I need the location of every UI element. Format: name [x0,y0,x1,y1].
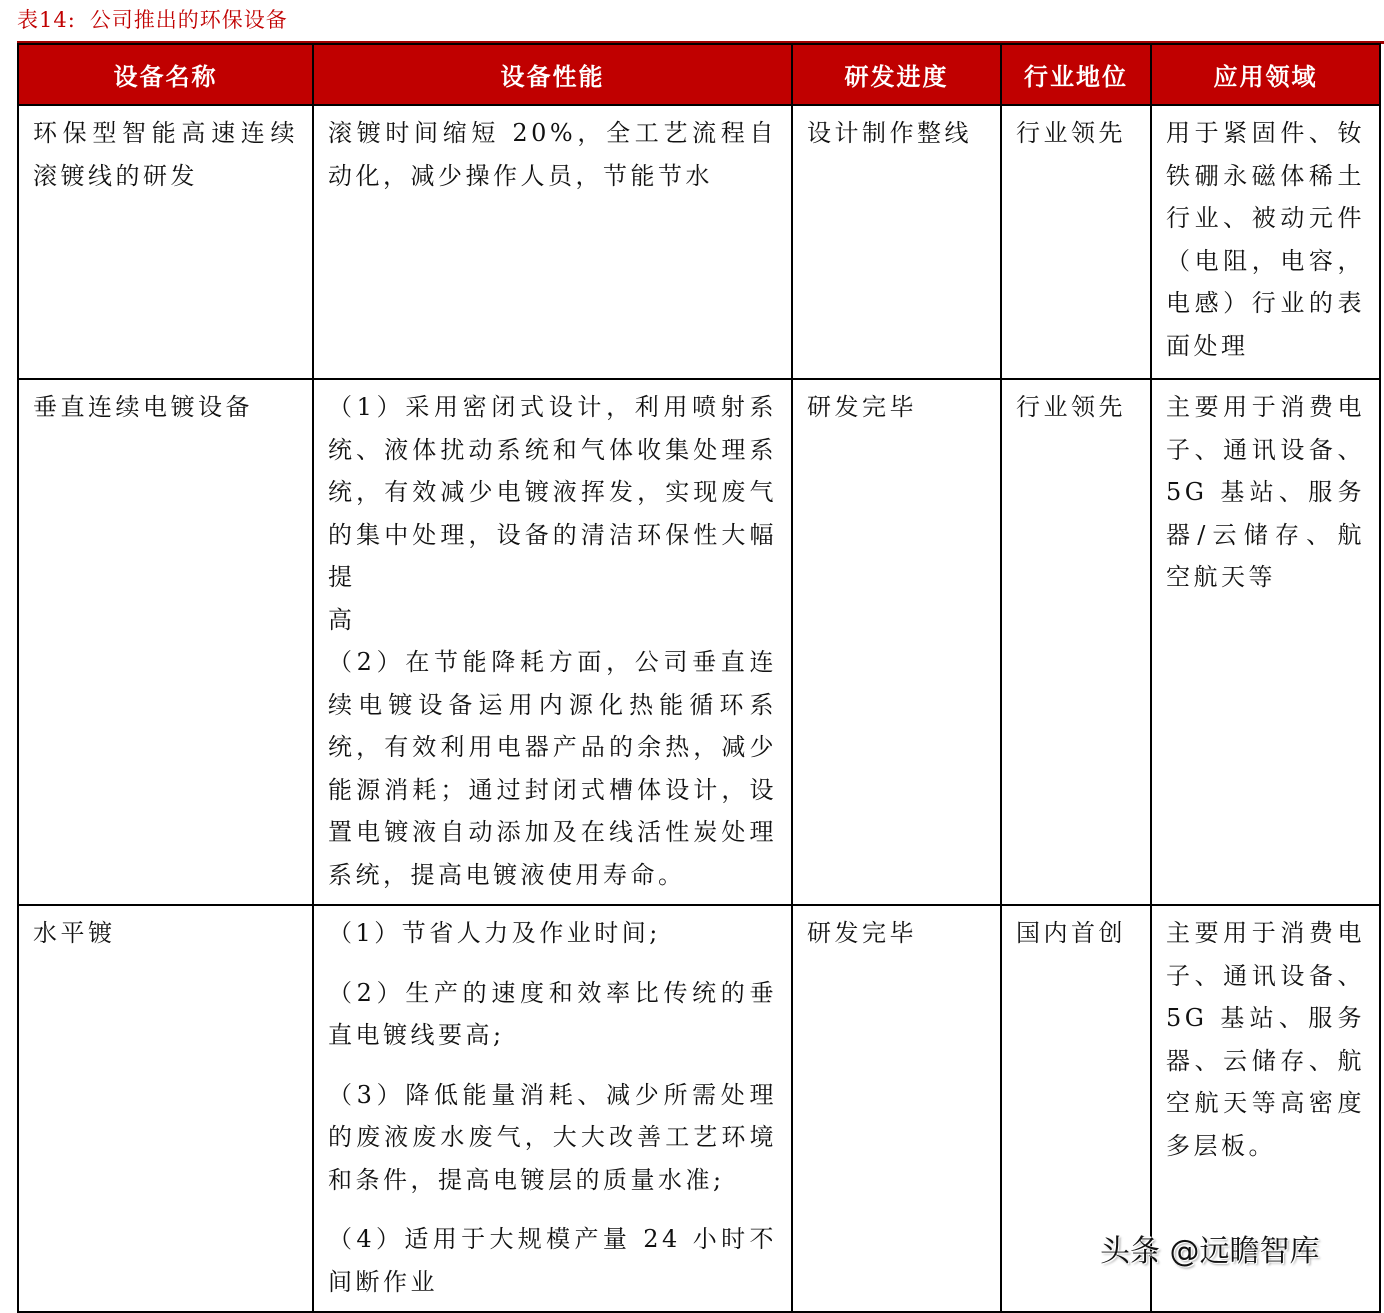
source-watermark: 头条 @远瞻智库 [1100,1234,1320,1269]
cell-rd-progress: 设计制作整线 [792,105,1001,379]
cell-equipment-name: 环保型智能高速连续滚镀线的研发 [18,105,313,379]
cell-rd-progress: 研发完毕 [792,379,1001,905]
cell-equipment-name: 垂直连续电镀设备 [18,379,313,905]
table-header-row [18,44,1380,105]
cell-application-field: 用于紧固件、钕铁硼永磁体稀土行业、被动元件（电阻，电容，电感）行业的表面处理 [1151,105,1380,379]
cell-industry-position: 国内首创 [1001,905,1151,1312]
environmental-equipment-table [17,43,1381,1313]
cell-equipment-performance [313,105,792,379]
performance-paragraph: 滚镀时间缩短 20%，全工艺流程自动化，减少操作人员，节能节水 [328,119,777,190]
cell-application-field: 主要用于消费电子、通讯设备、5G 基站、服务器、云储存、航空航天等高密度多层板。 [1151,905,1380,1312]
table-row [18,379,1380,905]
table-caption [17,4,288,34]
header-rd-progress: 研发进度 [792,44,1001,105]
performance-paragraph: （1）采用密闭式设计，利用喷射系统、液体扰动系统和气体收集处理系统，有效减少电镀液挥发，实现废气的集中处理，设备的清洁环保性大幅提 高 [328,393,777,634]
cell-rd-progress: 研发完毕 [792,905,1001,1312]
cell-industry-position: 行业领先 [1001,105,1151,379]
header-equipment-name: 设备名称 [18,44,313,105]
performance-paragraph: （2）在节能降耗方面，公司垂直连续电镀设备运用内源化热能循环系统，有效利用电器产品的余热，减少能源消耗；通过封闭式槽体设计，设置电镀液自动添加及在线活性炭处理系统，提高电镀液使用寿命。 [328,648,777,889]
header-application-field: 应用领域 [1151,44,1380,105]
performance-paragraph: （1）节省人力及作业时间; [328,919,661,947]
table-caption-number: 表14: [17,8,76,32]
table-caption-title: 公司推出的环保设备 [89,8,288,32]
table-row [18,105,1380,379]
cell-equipment-name: 水平镀 [18,905,313,1312]
performance-paragraph: （3）降低能量消耗、减少所需处理的废液废水废气，大大改善工艺环境和条件，提高电镀层的质量水准; [328,1080,777,1194]
header-equipment-performance: 设备性能 [313,44,792,105]
cell-industry-position: 行业领先 [1001,379,1151,905]
performance-paragraph: （4）适用于大规模产量 24 小时不间断作业 [328,1225,777,1296]
cell-equipment-performance [313,379,792,905]
cell-equipment-performance [313,905,792,1312]
header-industry-position: 行业地位 [1001,44,1151,105]
cell-application-field: 主要用于消费电子、通讯设备、5G 基站、服务器/云储存、航空航天等 [1151,379,1380,905]
performance-paragraph: （2）生产的速度和效率比传统的垂直电镀线要高; [328,978,777,1049]
